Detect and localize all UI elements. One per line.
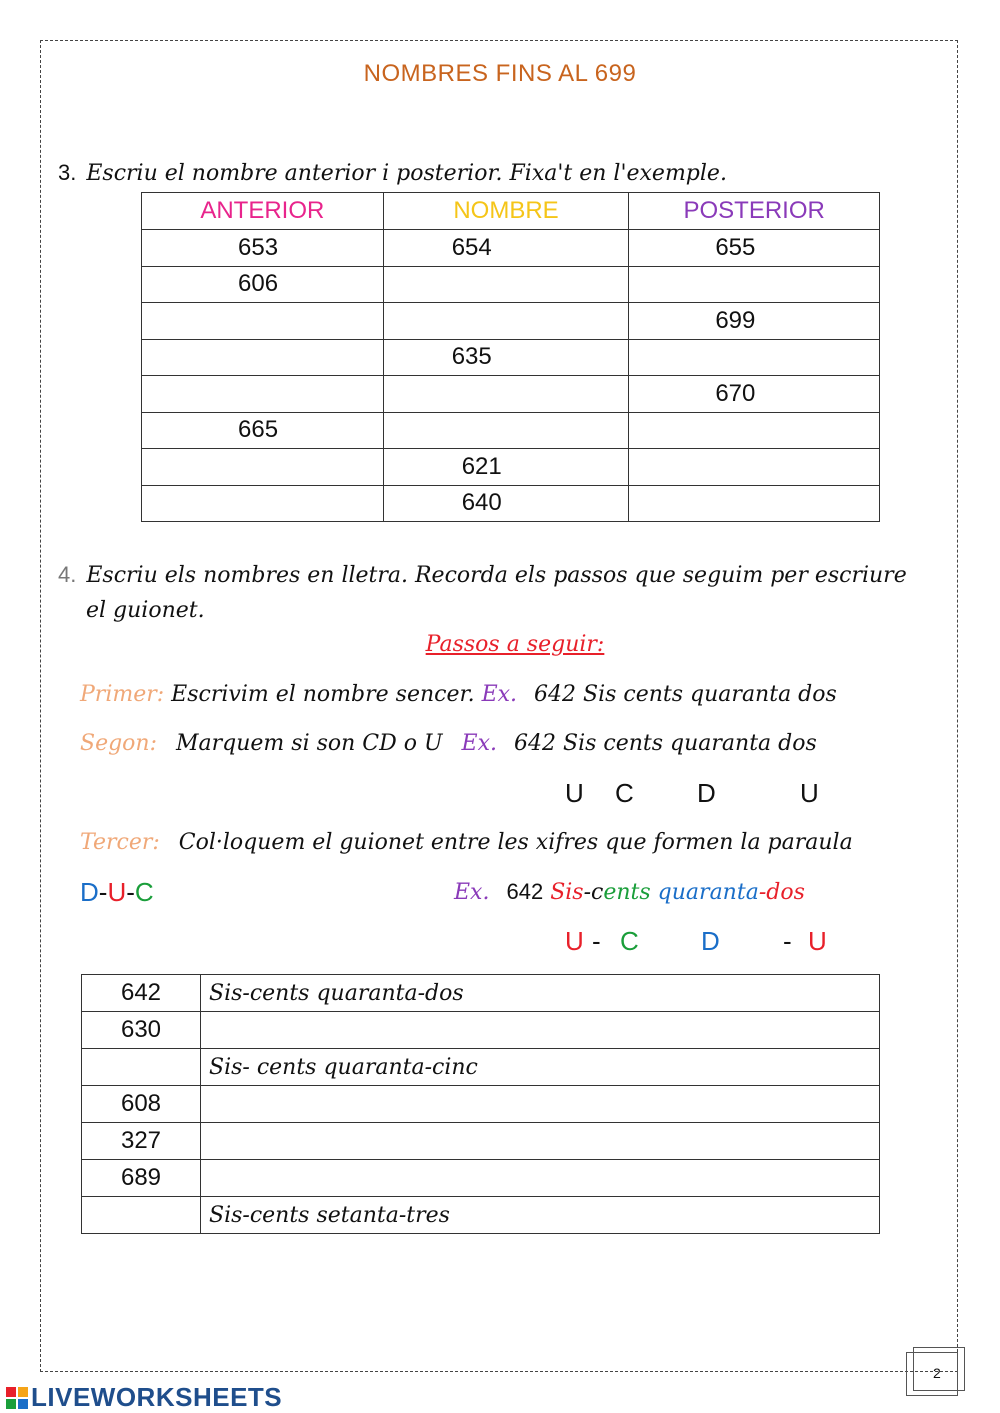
- cell-nombre: 621: [383, 449, 629, 486]
- answer-number-cell[interactable]: [82, 1197, 201, 1234]
- answer-cell-nombre[interactable]: [383, 266, 629, 303]
- table-row: [82, 975, 880, 1012]
- words-cell: Sis-cents setanta-tres: [201, 1197, 880, 1234]
- step-1-example: 642 Sis cents quaranta dos: [534, 682, 837, 707]
- table-row: [82, 1049, 880, 1086]
- number-cell: 630: [82, 1012, 201, 1049]
- table-row: [142, 230, 880, 267]
- answer-cell-anterior[interactable]: [142, 449, 384, 486]
- example-part-c: -c: [583, 880, 604, 905]
- cell-anterior: 606: [142, 266, 384, 303]
- answer-words-cell[interactable]: [201, 1160, 880, 1197]
- step-2-letter-d: D: [697, 778, 716, 808]
- header-posterior: POSTERIOR: [629, 193, 880, 230]
- step-2-text: Marquem si son CD o U: [176, 731, 443, 756]
- cell-nombre: 654: [383, 230, 629, 267]
- table-row: [142, 266, 880, 303]
- step-3-letter-u2: U: [808, 926, 827, 956]
- cell-anterior: 665: [142, 412, 384, 449]
- rule-c: C: [134, 877, 154, 907]
- steps-title: Passos a seguir:: [425, 632, 605, 657]
- answer-cell-posterior[interactable]: [629, 449, 880, 486]
- example-part-quaranta: quaranta: [650, 880, 759, 905]
- step-2-ex-label: Ex.: [461, 731, 498, 756]
- step-2-letter-u2: U: [800, 778, 819, 808]
- page-number-box: [906, 1352, 958, 1396]
- question-4-text-line2: el guionet.: [86, 598, 205, 623]
- cell-posterior: 699: [629, 303, 880, 340]
- table-row: [142, 412, 880, 449]
- table-row: [142, 485, 880, 522]
- answer-words-cell[interactable]: [201, 1123, 880, 1160]
- cell-anterior: 653: [142, 230, 384, 267]
- step-2-letter-c: C: [615, 778, 634, 808]
- number-cell: 327: [82, 1123, 201, 1160]
- number-cell: 642: [82, 975, 201, 1012]
- question-3-number: 3.: [58, 160, 77, 185]
- step-3: [80, 830, 853, 855]
- cell-posterior: 655: [629, 230, 880, 267]
- answer-cell-anterior[interactable]: [142, 485, 384, 522]
- rule-dash: -: [126, 877, 135, 907]
- step-3-letter-d: D: [701, 926, 720, 956]
- table-row: [82, 1197, 880, 1234]
- step-2: [80, 731, 817, 756]
- liveworksheets-logo: [6, 1382, 282, 1413]
- number-cell: 689: [82, 1160, 201, 1197]
- rule-d: D: [80, 877, 99, 907]
- brand-name: LIVEWORKSHEETS: [31, 1382, 283, 1412]
- answer-words-cell[interactable]: [201, 1086, 880, 1123]
- answer-cell-anterior[interactable]: [142, 303, 384, 340]
- anterior-posterior-table: [141, 192, 880, 522]
- rule-u: U: [107, 877, 127, 907]
- answer-cell-nombre[interactable]: [383, 412, 629, 449]
- answer-words-cell[interactable]: [201, 1012, 880, 1049]
- number-cell: 608: [82, 1086, 201, 1123]
- table-row: [82, 1012, 880, 1049]
- example-part-dos: -dos: [758, 880, 805, 905]
- table-row: [142, 303, 880, 340]
- answer-number-cell[interactable]: [82, 1049, 201, 1086]
- step-1-label: Primer:: [80, 682, 165, 707]
- step-1-ex-label: Ex.: [481, 682, 518, 707]
- rule-dash: -: [98, 877, 108, 907]
- step-3-label: Tercer:: [80, 830, 160, 855]
- step-2-example: 642 Sis cents quaranta dos: [514, 731, 817, 756]
- answer-cell-posterior[interactable]: [629, 485, 880, 522]
- step-1: [80, 682, 837, 707]
- question-4-text-line1: Escriu els nombres en lletra. Recorda els passos que seguim per escriure: [86, 563, 907, 588]
- table-row: [142, 339, 880, 376]
- step-3-ex-label: Ex.: [454, 880, 490, 905]
- cell-posterior: 670: [629, 376, 880, 413]
- step-3-dash: -: [592, 926, 601, 956]
- step-3-example-number: 642: [506, 879, 544, 904]
- words-cell: Sis-cents quaranta-dos: [201, 975, 880, 1012]
- table-row: [142, 449, 880, 486]
- step-2-label: Segon:: [80, 731, 157, 756]
- question-4-instruction: [58, 562, 907, 588]
- question-3-text: Escriu el nombre anterior i posterior. Fixa't en l'exemple.: [86, 161, 727, 186]
- answer-cell-nombre[interactable]: [383, 376, 629, 413]
- header-anterior: ANTERIOR: [142, 193, 384, 230]
- step-1-text: Escrivim el nombre sencer.: [171, 682, 475, 707]
- page-number: 2: [933, 1365, 941, 1381]
- page-title: NOMBRES FINS AL 699: [363, 60, 637, 87]
- table-row: [82, 1160, 880, 1197]
- table-row: [142, 376, 880, 413]
- answer-cell-posterior[interactable]: [629, 266, 880, 303]
- step-3-letter-c: C: [620, 926, 639, 956]
- cell-nombre: 635: [383, 339, 629, 376]
- answer-cell-posterior[interactable]: [629, 339, 880, 376]
- words-cell: Sis- cents quaranta-cinc: [201, 1049, 880, 1086]
- example-part-sis: Sis: [550, 880, 584, 905]
- answer-cell-anterior[interactable]: [142, 376, 384, 413]
- number-words-table: [81, 974, 880, 1234]
- answer-cell-anterior[interactable]: [142, 339, 384, 376]
- cell-nombre: 640: [383, 485, 629, 522]
- answer-cell-posterior[interactable]: [629, 412, 880, 449]
- question-4-number: 4.: [58, 562, 77, 587]
- step-3-example: [454, 879, 805, 905]
- liveworksheets-icon: [6, 1387, 28, 1409]
- table-row: [82, 1086, 880, 1123]
- example-part-ents: ents: [603, 880, 651, 905]
- step-2-letter-u: U: [565, 778, 584, 808]
- table-row: [82, 1123, 880, 1160]
- duc-rule: [80, 877, 154, 908]
- header-nombre: NOMBRE: [383, 193, 629, 230]
- step-3-dash2: -: [783, 926, 792, 956]
- question-3-instruction: [58, 160, 727, 186]
- step-3-letter-u: U: [565, 926, 584, 956]
- answer-cell-nombre[interactable]: [383, 303, 629, 340]
- step-3-text: Col·loquem el guionet entre les xifres que formen la paraula: [178, 830, 853, 855]
